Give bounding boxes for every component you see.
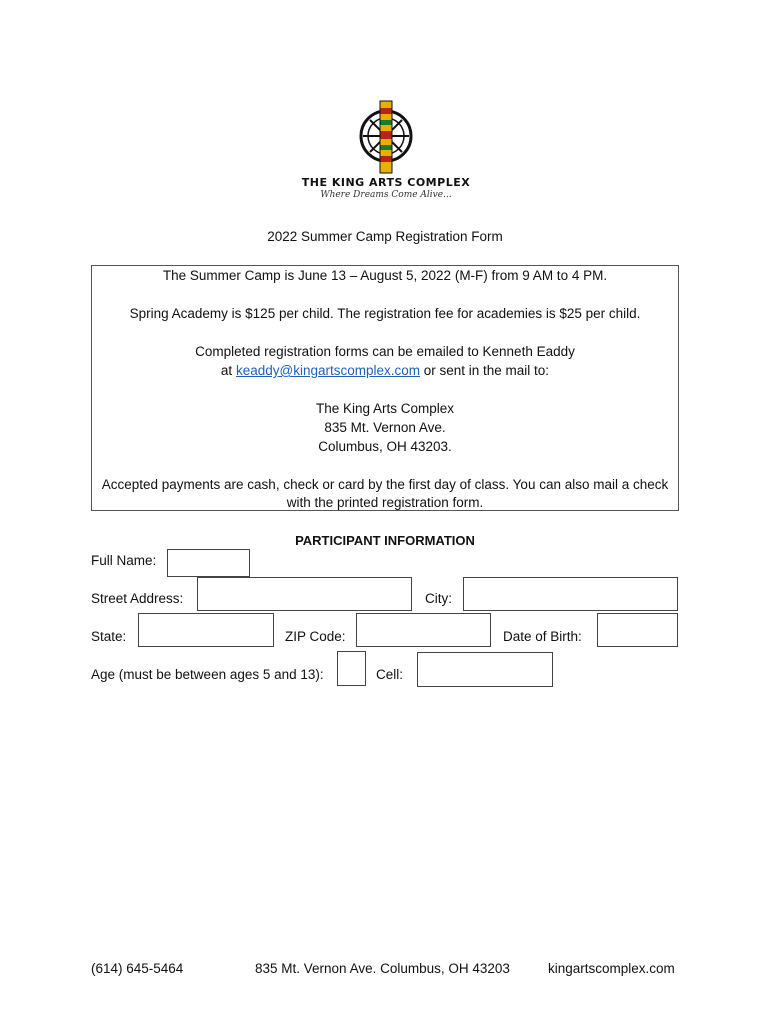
city-label: City: [425, 591, 452, 606]
email-line [92, 363, 678, 378]
fees-text: Spring Academy is $125 per child. The registration fee for academies is $25 per child. [129, 306, 641, 321]
camp-dates-text: The Summer Camp is June 13 – August 5, 2022 (M-F) from 9 AM to 4 PM. [162, 268, 608, 283]
full-name-field[interactable] [167, 549, 250, 577]
participant-info-heading: PARTICIPANT INFORMATION [295, 533, 475, 548]
age-label: Age (must be between ages 5 and 13): [91, 667, 324, 682]
full-name-label: Full Name: [91, 553, 157, 568]
mail-address-city: Columbus, OH 43203. [318, 439, 452, 454]
payment-text: Accepted payments are cash, check or card by the first day of class. You can also mail a check [101, 477, 669, 492]
zip-label: ZIP Code: [285, 629, 346, 644]
street-address-field[interactable] [197, 577, 412, 611]
cell-label: Cell: [376, 667, 404, 682]
cell-field[interactable] [417, 652, 553, 687]
email-prefix: at [220, 363, 233, 378]
logo-title: THE KING ARTS COMPLEX [301, 176, 471, 189]
dob-field[interactable] [597, 613, 678, 647]
payment-text-2: with the printed registration form. [286, 495, 484, 510]
mail-address-street: 835 Mt. Vernon Ave. [324, 420, 446, 435]
dob-label: Date of Birth: [503, 629, 582, 644]
king-arts-logo [297, 98, 475, 206]
mail-address-name: The King Arts Complex [315, 401, 455, 416]
logo-emblem-icon [297, 98, 475, 176]
footer-address: 835 Mt. Vernon Ave. Columbus, OH 43203 [255, 961, 510, 976]
zip-field[interactable] [356, 613, 491, 647]
form-title: 2022 Summer Camp Registration Form [267, 229, 503, 244]
email-suffix: or sent in the mail to: [423, 363, 550, 378]
city-field[interactable] [463, 577, 678, 611]
info-box [91, 265, 679, 511]
state-field[interactable] [138, 613, 274, 647]
email-instructions-text: Completed registration forms can be emailed to Kenneth Eaddy [195, 344, 575, 359]
state-label: State: [91, 629, 127, 644]
logo-tagline: Where Dreams Come Alive... [320, 190, 452, 200]
footer-phone: (614) 645-5464 [91, 961, 184, 976]
footer-website: kingartscomplex.com [548, 961, 675, 976]
email-link[interactable]: keaddy@kingartscomplex.com [235, 363, 420, 378]
age-field[interactable] [337, 651, 366, 686]
street-address-label: Street Address: [91, 591, 184, 606]
